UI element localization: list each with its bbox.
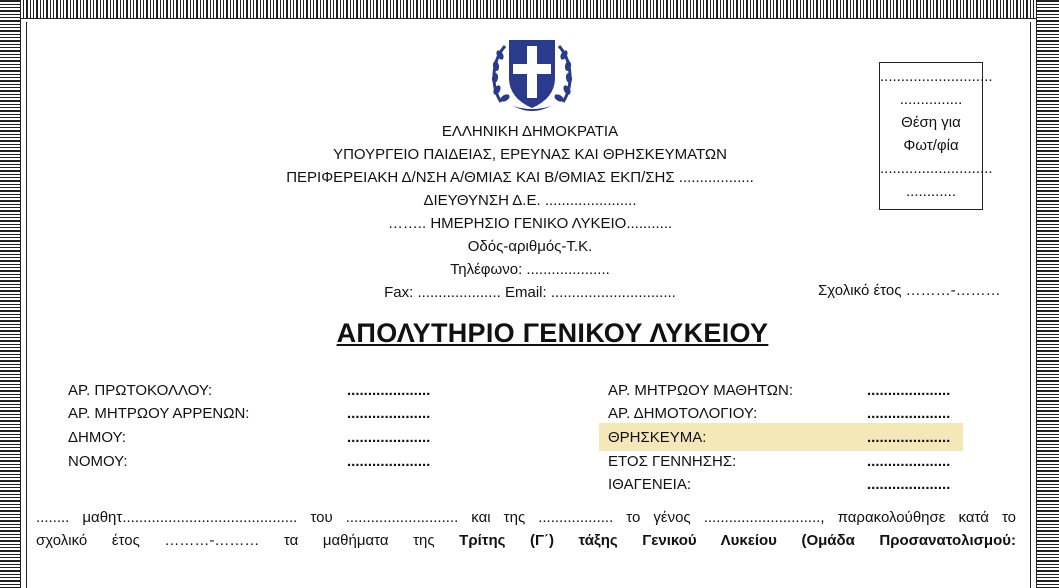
protocol-number-value: .................... [347,382,431,399]
nationality-value: .................... [867,476,951,493]
header-line-state: ΕΛΛΗΝΙΚΗ ΔΗΜΟΚΡΑΤΙΑ [441,123,619,140]
nationality-label: ΙΘΑΓΕΝΕΙΑ: [608,476,692,493]
municipality-value: .................... [347,429,431,446]
document-title: ΑΠΟΛΥΤΗΡΙΟ ΓΕΝΙΚΟΥ ΛΥΚΕΙΟΥ [336,318,769,348]
body-paragraph-bold-text: Τρίτης (Γ΄) τάξης Γενικού Λυκείου (Ομάδα Προσανατολισμού: [459,532,1016,549]
body-paragraph-line-1: ........ μαθητ.......................................... του ........................... και της .................. το γένος ............................, παρακολούθησε κατά το [36,509,1016,526]
body-paragraph-text: σχολικό έτος ………-……… τα μαθήματα της [36,532,460,549]
decorative-border-top [0,0,1059,19]
header-line-school: …….. ΗΜΕΡΗΣΙΟ ΓΕΝΙΚΟ ΛΥΚΕΙΟ........... [387,215,673,232]
inner-border-left [26,22,27,588]
male-registry-number-value: .................... [347,405,431,422]
male-registry-number-label: ΑΡ. ΜΗΤΡΩΟΥ ΑΡΡΕΝΩΝ: [68,405,250,422]
protocol-number-label: ΑΡ. ΠΡΩΤΟΚΟΛΛΟΥ: [68,382,213,399]
municipality-label: ΔΗΜΟΥ: [68,429,126,446]
prefecture-label: ΝΟΜΟΥ: [68,453,128,470]
school-year: Σχολικό έτος ………-……… [818,282,1001,299]
photo-box-line: ............ [905,183,956,200]
photo-box-label: Φωτ/φία [903,137,959,154]
civil-registry-number-label: ΑΡ. ΔΗΜΟΤΟΛΟΓΙΟΥ: [608,405,758,422]
prefecture-value: .................... [347,453,431,470]
civil-registry-number-value: .................... [867,405,951,422]
student-registry-number-value: .................... [867,382,951,399]
student-registry-number-label: ΑΡ. ΜΗΤΡΩΟΥ ΜΑΘΗΤΩΝ: [608,382,794,399]
birth-year-value: .................... [867,453,951,470]
religion-label: ΘΡΗΣΚΕΥΜΑ: [608,429,707,446]
header-line-address: Οδός-αριθμός-Τ.Κ. [467,238,593,255]
body-paragraph-line-2 [36,529,1016,552]
religion-value: .................... [867,429,951,446]
header-line-phone: Τηλέφωνο: .................... [450,261,610,278]
photo-box-label: Θέση για [901,114,961,131]
decorative-border-right [1036,0,1059,588]
inner-border-right [1030,22,1031,588]
photo-placeholder-box [879,62,993,210]
header-line-directorate: ΔΙΕΥΘΥΝΣΗ Δ.Ε. ...................... [423,192,637,209]
header-line-regional-directorate: ΠΕΡΙΦΕΡΕΙΑΚΗ Δ/ΝΣΗ Α/ΘΜΙΑΣ ΚΑΙ Β/ΘΜΙΑΣ ΕΚΠ/ΣΗΣ .................. [286,169,754,186]
birth-year-label: ΕΤΟΣ ΓΕΝΝΗΣΗΣ: [608,453,737,470]
header-line-ministry: ΥΠΟΥΡΓΕΙΟ ΠΑΙΔΕΙΑΣ, ΕΡΕΥΝΑΣ ΚΑΙ ΘΡΗΣΚΕΥΜΑΤΩΝ [333,146,727,163]
decorative-border-left [0,0,21,588]
photo-box-line: ............... [899,91,963,108]
header-line-fax-email: Fax: .................... Email: .............................. [384,284,676,301]
photo-box-line: ........................... [880,160,993,177]
greek-coat-of-arms-icon [487,32,577,118]
photo-box-line: ........................... [880,68,993,85]
